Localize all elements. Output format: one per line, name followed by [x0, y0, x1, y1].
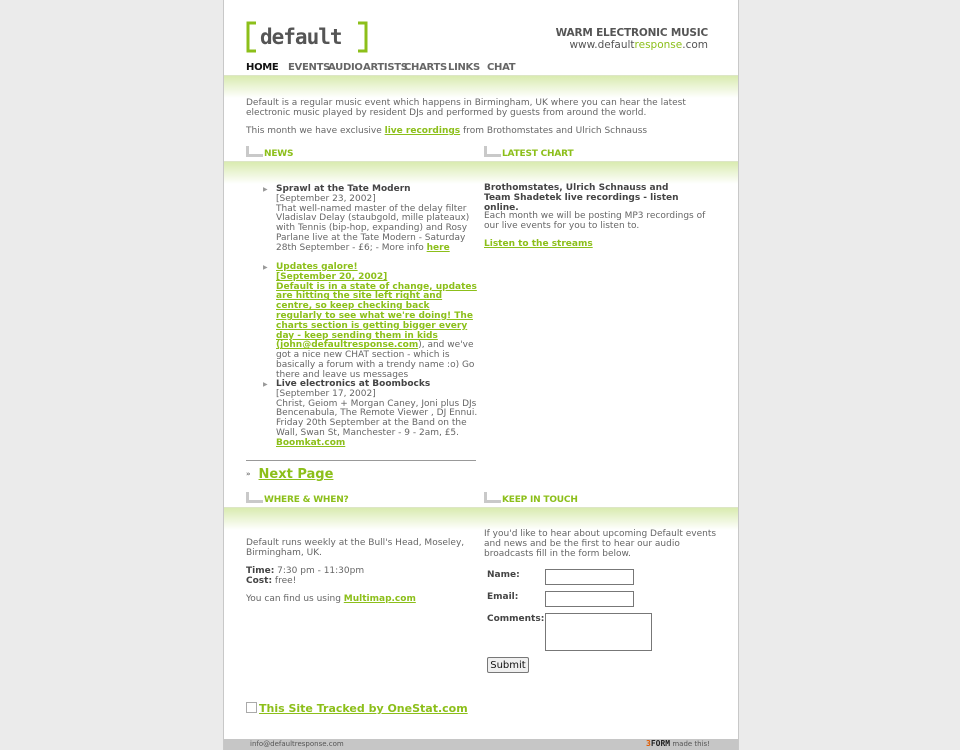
news-body-text: That well-named master of the delay filter Vladislav Delay (staubgold, mille plateaux) with Tennis (bip-hop, expanding) and Rosy Parlane live at the Tate Modern - Saturday 28th September - £6; - More info — [276, 203, 470, 253]
chart-body: Each month we will be posting MP3 recordings of our live events for you to listen to. — [484, 211, 706, 231]
heading-hook-icon — [246, 492, 263, 503]
news-title-link[interactable]: Updates galore! — [276, 262, 358, 272]
brand-b: FORM — [650, 739, 671, 748]
footer-email[interactable]: info@defaultresponse.com — [250, 740, 344, 748]
url-suffix: .com — [682, 39, 708, 51]
nav-charts[interactable]: CHARTS — [404, 62, 447, 73]
heading-hook-icon — [484, 492, 501, 503]
nav-home[interactable]: HOME — [246, 62, 279, 73]
multimap-link[interactable]: Multimap.com — [343, 594, 416, 604]
divider-band-top — [224, 75, 738, 98]
intro-text: Default is a regular music event which happens in Birmingham, UK where you can hear the latest electronic music played by resident DJs and performed by guests from around the world. — [246, 98, 686, 118]
logo-text: default — [260, 25, 342, 49]
news-body-link[interactable]: Default is in a state of change, updates are hitting the site left right and centre, so keep checking back regularly to see what we're doing! The charts section is getting bigger every day - keep sending them in kids (john@defaultresponse.com — [276, 281, 477, 351]
where-time — [246, 566, 364, 576]
time-label: Time: — [246, 566, 275, 576]
default-logo[interactable] — [246, 21, 368, 53]
cost-value: free! — [272, 576, 297, 586]
divider-band-news — [224, 161, 738, 184]
onestat-link[interactable]: This Site Tracked by OneStat.com — [259, 702, 468, 715]
site-url — [569, 39, 708, 51]
chart-streams — [484, 239, 593, 249]
footer-credit — [646, 739, 710, 748]
made-this: made this! — [670, 740, 710, 748]
heading-hook-icon — [246, 146, 263, 157]
news-heading-label: NEWS — [264, 149, 294, 159]
latest-chart-heading-label: LATEST CHART — [502, 149, 574, 159]
latest-chart-heading — [484, 146, 634, 160]
intro-month-before: This month we have exclusive — [246, 126, 385, 136]
heading-hook-icon — [484, 146, 501, 157]
touch-text: If you'd like to hear about upcoming Default events and news and be the first to hear our audio broadcasts fill in the form below. — [484, 529, 717, 559]
keep-in-touch-heading-label: KEEP IN TOUCH — [502, 495, 578, 505]
double-arrow-icon: » — [246, 470, 251, 478]
news-body — [276, 205, 478, 254]
submit-button[interactable]: Submit — [487, 657, 529, 673]
cost-label: Cost: — [246, 576, 273, 586]
time-value: 7:30 pm - 11:30pm — [274, 566, 365, 576]
email-label: Email: — [487, 592, 519, 602]
footer — [224, 739, 738, 750]
news-date: [September 17, 2002] — [276, 388, 376, 399]
broken-image-icon — [246, 702, 257, 713]
url-prefix: www.default — [569, 39, 635, 51]
bullet-icon: ▶ — [263, 381, 268, 388]
email-input[interactable] — [545, 591, 634, 607]
tagline: WARM ELECTRONIC MUSIC — [555, 27, 708, 39]
comments-textarea[interactable] — [545, 613, 652, 651]
intro-month-after: from Brothomstates and Ulrich Schnauss — [460, 126, 648, 136]
news-body — [276, 283, 478, 381]
3form-logo[interactable] — [646, 739, 670, 748]
where-text: Default runs weekly at the Bull's Head, Moseley, Birmingham, UK. — [246, 538, 465, 558]
news-title: Live electronics at Boombocks — [276, 379, 431, 389]
nav-chat[interactable]: CHAT — [487, 62, 516, 73]
news-item — [263, 379, 478, 449]
boomkat-link[interactable]: Boomkat.com — [276, 437, 346, 448]
brand-a: 3 — [646, 739, 651, 748]
next-page-link[interactable]: Next Page — [258, 467, 334, 482]
url-accent: response — [634, 39, 683, 51]
bullet-icon: ▶ — [263, 264, 268, 271]
news-body: Christ, Geiom + Morgan Caney, Joni plus DJs Bencenabula, The Remote Viewer , DJ Ennui. Friday 20th September at the Band on the Wall, Swan St, Manchester - 9 - 2am, £5. — [276, 398, 478, 438]
news-divider — [246, 460, 476, 461]
where-cost — [246, 576, 296, 586]
news-date-link[interactable]: [September 20, 2002] — [276, 271, 388, 282]
news-title: Sprawl at the Tate Modern — [276, 184, 411, 194]
intro-month — [246, 126, 716, 136]
news-more-link[interactable]: here — [426, 242, 450, 253]
divider-band-bottom — [224, 507, 738, 530]
tracker — [246, 702, 468, 715]
page-container — [223, 0, 739, 750]
nav-links[interactable]: LINKS — [448, 62, 480, 73]
news-date: [September 23, 2002] — [276, 193, 376, 204]
nav-audio[interactable]: AUDIO — [328, 62, 363, 73]
find-before: You can find us using — [246, 594, 344, 604]
next-page — [246, 467, 333, 482]
chart-title: Brothomstates, Ulrich Schnauss and Team Shadetek live recordings - listen online. — [484, 183, 679, 213]
news-body-text: ), and we've got a nice new CHAT section - which is basically a forum with a trendy name :o) Go there and leave us messages — [276, 340, 475, 380]
name-input[interactable] — [545, 569, 634, 585]
comments-label: Comments: — [487, 614, 545, 624]
where-when-heading — [246, 492, 396, 506]
nav-artists[interactable]: ARTISTS — [363, 62, 408, 73]
live-recordings-link[interactable]: live recordings — [384, 126, 461, 136]
where-when-heading-label: WHERE & WHEN? — [264, 495, 349, 505]
news-heading — [246, 146, 396, 160]
news-item — [263, 184, 478, 254]
where-find — [246, 594, 416, 604]
nav-events[interactable]: EVENTS — [288, 62, 330, 73]
keep-in-touch-heading — [484, 492, 634, 506]
news-item — [263, 262, 478, 381]
listen-streams-link[interactable]: Listen to the streams — [484, 239, 593, 249]
bullet-icon: ▶ — [263, 186, 268, 193]
name-label: Name: — [487, 570, 520, 580]
